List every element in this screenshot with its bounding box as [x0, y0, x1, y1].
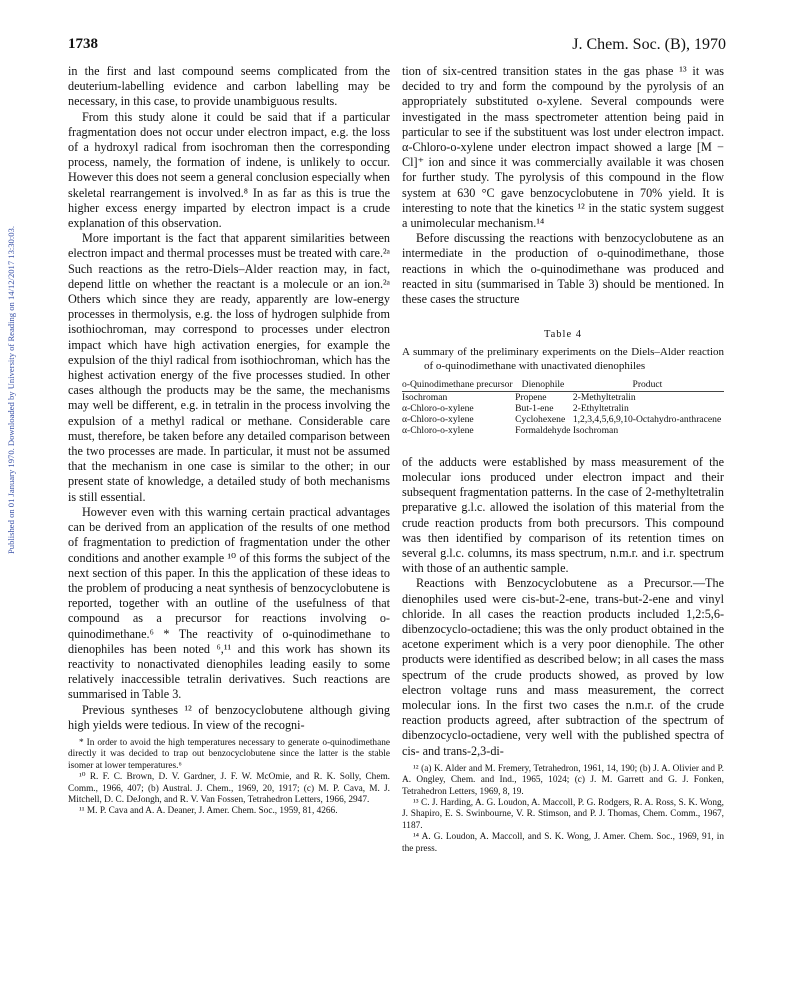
footnotes-right: [402, 764, 724, 855]
paragraph: Before discussing the reactions with benzocyclobutene as an intermediate in the production of o-quinodimethane, those reactions in which the o-quinodimethane was produced and reacted in situ (summarised in Table 3) should be mentioned. In these cases the structure: [402, 231, 724, 307]
table-cell: Cyclohexene: [515, 414, 566, 426]
journal-header: J. Chem. Soc. (B), 1970: [572, 36, 726, 53]
paragraph: More important is the fact that apparent similarities between electron impact and thermal processes must be treated with care.²ᵃ Such reactions as the retro-Diels–Alder reaction may, in fact, depend little on whether the reactant is a molecule or an ion.²ᵃ Others which since they are ready, apparently are low-energy processes in thermolysis, e.g. the loss of hydrogen sulphide from isothiochroman, may correspond to processes under electron impact which have high activation energies, for example the expulsion of the thiyl radical from isothiochroman, which has the highest activation energy of the five processes studied. In other cases although the products may be the same, the mechanisms may well be different, e.g. in tetralin in the process involving the expulsion of a methyl radical or methane. Considerable care must, therefore, be taken before any detailed comparison between the two processes are made. In particular, it must not be assumed that the mechanism in one case is similar to the other; in our present state of knowledge, a detailed study of both mechanisms is still essential.: [68, 231, 390, 504]
download-watermark: [2, 130, 20, 650]
table-title: Table 4: [543, 329, 583, 341]
footnote: ¹³ C. J. Harding, A. G. Loudon, A. Maccoll, P. G. Rodgers, R. A. Ross, S. K. Wong, J. Shapiro, E. S. Swinbourne, V. R. Stimson, and P. J. Thomas, Chem. Comm., 1967, 1187.: [402, 798, 724, 831]
table-row: [402, 403, 724, 414]
results-table: [402, 379, 724, 436]
table-row: [402, 391, 724, 403]
right-column: [402, 64, 724, 855]
footnote: ¹¹ M. P. Cava and A. A. Deaner, J. Amer. Chem. Soc., 1959, 81, 4266.: [79, 806, 338, 817]
table-cell: But-1-ene: [515, 402, 554, 414]
table-cell: α-Chloro-o-xylene: [402, 414, 474, 426]
table-row: [402, 414, 724, 425]
column-header: o-Quinodimethane precursor: [402, 379, 513, 391]
paragraph: in the first and last compound seems complicated from the deuterium-labelling evidence and carbon labelling may be necessary, in this case, to provide unambiguous results.: [68, 64, 390, 109]
table-cell: 2-Ethyltetralin: [572, 402, 629, 414]
table-row: [402, 425, 724, 436]
table-cell: Propene: [515, 391, 547, 403]
page-number: 1738: [68, 36, 98, 52]
paragraph: Previous syntheses ¹² of benzocyclobutene although giving high yields were tedious. In view of the recogni-: [68, 702, 390, 732]
table-caption: A summary of the preliminary experiments on the Diels–Alder reaction of o-quinodimethane with unactivated dienophiles: [402, 346, 724, 372]
paragraph: Reactions with Benzocyclobutene as a Precursor.—The dienophiles used were cis-but-2-ene, trans-but-2-ene and vinyl chloride. In all cases the reaction products included 1,2:5,6-dibenzocyclo-octadiene; this was the only product obtained in the acetone experiment which is a very poor dienophile. The other products were identified as described below; in all cases the mass spectrum of the crude products showed, as proved by low electron voltage runs and mass measurement, the correct molecular ions. In the first two cases the n.m.r. of the crude reaction products agreed, after subtraction of the spectrum of dibenzocyclo-octadiene, very well with the published spectra of cis- and trans-2,3-di-: [402, 576, 724, 758]
table-header-row: [402, 379, 724, 391]
footnote: * In order to avoid the high temperatures necessary to generate o-quinodimethane directly it was decided to trap out benzocyclobutene since the latter is the stable isomer at lower temperatures.⁶: [68, 737, 390, 771]
table-cell: Isochroman: [402, 391, 448, 403]
table-cell: Isochroman: [572, 425, 619, 437]
paragraph: From this study alone it could be said that if a particular fragmentation does not occur under electron impact, e.g. the loss of a hydroxyl radical from isochroman then the corresponding process, namely, the formation of indene, is unlikely to occur. However this does not seem a general conclusion especially when skeletal rearrangement is involved.⁸ In as far as this is true the higher excess energy imparted by electron impact is a crude explanation of this observation.: [68, 109, 390, 231]
paragraph: However even with this warning certain practical advantages can be derived from an application of the results of one method of fragmentation to prediction of fragmentation under the other conditions and another example ¹⁰ of this forms the subject of the next section of this paper. In this the application of these ideas to the problem of producing a neat synthesis of benzocyclobutene is reported, together with an outline of the usefulness of that compound as a precursor for reactions involving o-quinodimethane.⁶ * The reactivity of o-quinodimethane to dienophiles has been noted ⁶,¹¹ and this work has shown its reactivity to nonactivated dienophiles leading easily to some relatively inaccessible tetralin derivatives. Such reactions are summarised in Table 3.: [68, 504, 390, 702]
table-cell: α-Chloro-o-xylene: [402, 425, 474, 437]
left-column: [68, 64, 390, 818]
table-cell: Formaldehyde: [515, 425, 571, 437]
footnote: ¹⁴ A. G. Loudon, A. Maccoll, and S. K. Wong, J. Amer. Chem. Soc., 1969, 91, in the press.: [402, 832, 724, 854]
table-cell: 1,2,3,4,5,6,9,10-Octahydro-anthracene: [572, 414, 722, 426]
footnote: ¹⁰ R. F. C. Brown, D. V. Gardner, J. F. W. McOmie, and R. K. Solly, Chem. Comm., 1966, 407; (b) Austral. J. Chem., 1969, 20, 1917; (c) M. P. Cava, M. J. Mitchell, D. C. DeJongh, and R. V. Van Fossen, Tetrahedron Letters, 1966, 2947.: [68, 772, 390, 805]
column-header: Dienophile: [521, 379, 565, 391]
paragraph: tion of six-centred transition states in the gas phase ¹³ it was decided to try and form the compound by the pyrolysis of an appropriately substituted o-xylene. Several compounds were investigated in the mass spectrometer attention being paid in particular to see if the substituent was lost under electron impact. α-Chloro-o-xylene under electron impact showed a large [M − Cl]⁺ ion and since it was commercially available it was chosen for further study. The pyrolysis of this compound in the flow system at 630 °C gave benzocyclobutene in 70% yield. It is interesting to note that the kinetics ¹² in the static system suggest a unimolecular mechanism.¹⁴: [402, 64, 724, 231]
table-cell: 2-Methyltetralin: [572, 391, 636, 403]
column-header: Product: [632, 379, 663, 391]
table-cell: α-Chloro-o-xylene: [402, 402, 474, 414]
footnote: ¹² (a) K. Alder and M. Fremery, Tetrahedron, 1961, 14, 190; (b) J. A. Olivier and P. A. Ongley, Chem. and Ind., 1965, 1024; (c) J. M. Garrett and G. J. Fonken, Tetrahedron Letters, 1969, 8, 19.: [402, 763, 724, 797]
footnotes-left: [68, 738, 390, 818]
paragraph: of the adducts were established by mass measurement of the molecular ions produced under electron impact and their subsequent fragmentation patterns. In the case of 2-methyltetralin preparative g.l.c. allowed the isolation of this material from the crude reaction products from both precursors. This compound was then identified by comparison of its retention times on several g.l.c. columns, its mass spectrum, n.m.r. and i.r. spectrum with those of an authentic sample.: [402, 454, 724, 576]
download-watermark-text: Published on 01 January 1970. Downloaded by University of Reading on 14/12/2017 13:30:03.: [6, 226, 16, 554]
